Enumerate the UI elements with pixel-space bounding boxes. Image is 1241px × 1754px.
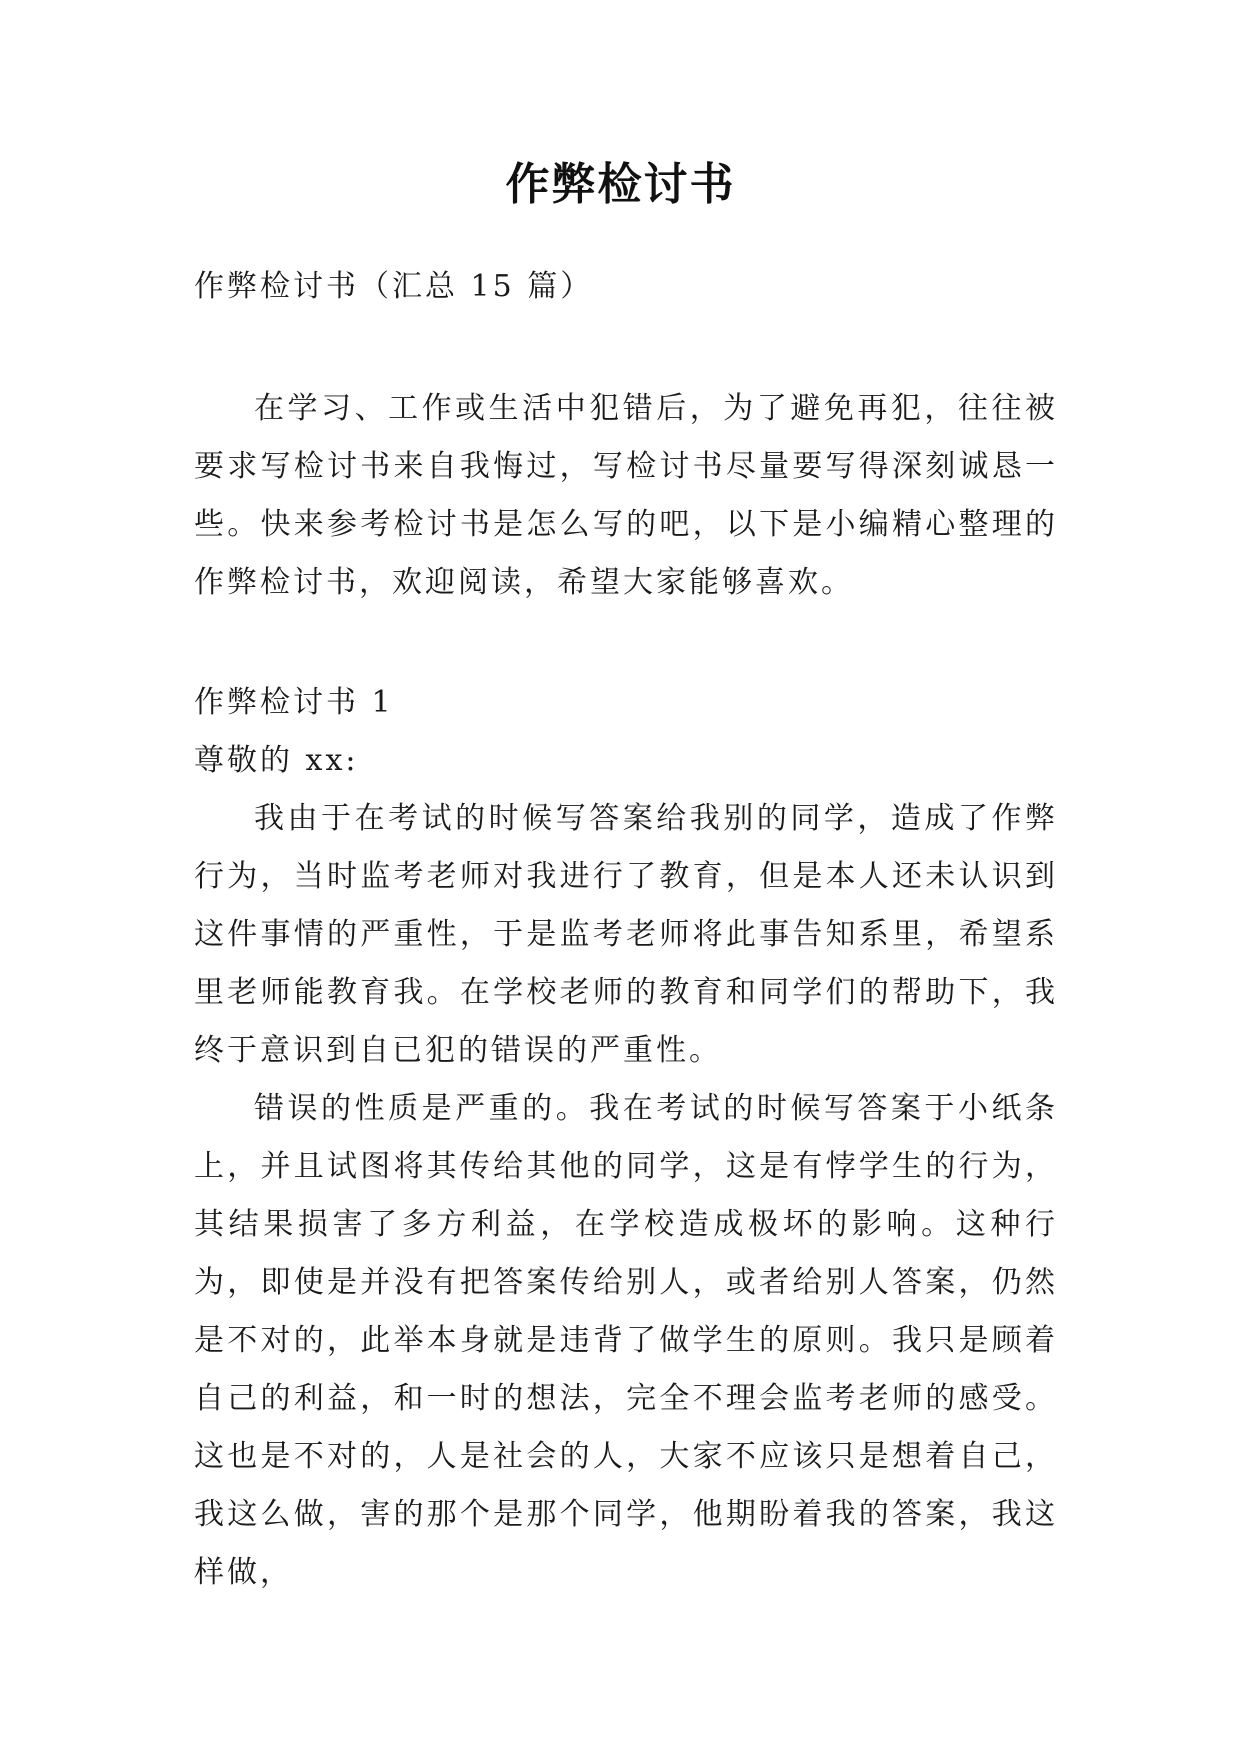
salutation: 尊敬的 xx: bbox=[194, 743, 359, 778]
body-paragraph-1: 我由于在考试的时候写答案给我别的同学，造成了作弊行为，当时监考老师对我进行了教育，但是本人还未认识到这件事情的严重性，于是监考老师将此事告知系里，希望系里老师能教育我。在学校老师的教育和同学们的帮助下，我终于意识到自已犯的错误的严重性。 bbox=[194, 801, 1058, 1068]
section-heading: 作弊检讨书 1 bbox=[194, 685, 394, 720]
body-paragraph-2: 错误的性质是严重的。我在考试的时候写答案于小纸条上，并且试图将其传给其他的同学，这是有悖学生的行为，其结果损害了多方利益，在学校造成极坏的影响。这种行为，即使是并没有把答案传给别人，或者给别人答案，仍然是不对的，此举本身就是违背了做学生的原则。我只是顾着自己的利益，和一时的想法，完全不理会监考老师的感受。这也是不对的，人是社会的人，大家不应该只是想着自己，我这么做，害的那个是那个同学，他期盼着我的答案，我这样做， bbox=[194, 1091, 1058, 1590]
document-title: 作弊检讨书 bbox=[505, 159, 736, 210]
document-subtitle: 作弊检讨书（汇总 15 篇） bbox=[194, 269, 594, 304]
intro-paragraph: 在学习、工作或生活中犯错后，为了避免再犯，往往被要求写检讨书来自我悔过，写检讨书尽量要写得深刻诚恳一些。快来参考检讨书是怎么写的吧，以下是小编精心整理的作弊检讨书，欢迎阅读，希望大家能够喜欢。 bbox=[194, 391, 1058, 600]
document-body bbox=[194, 258, 1058, 1602]
